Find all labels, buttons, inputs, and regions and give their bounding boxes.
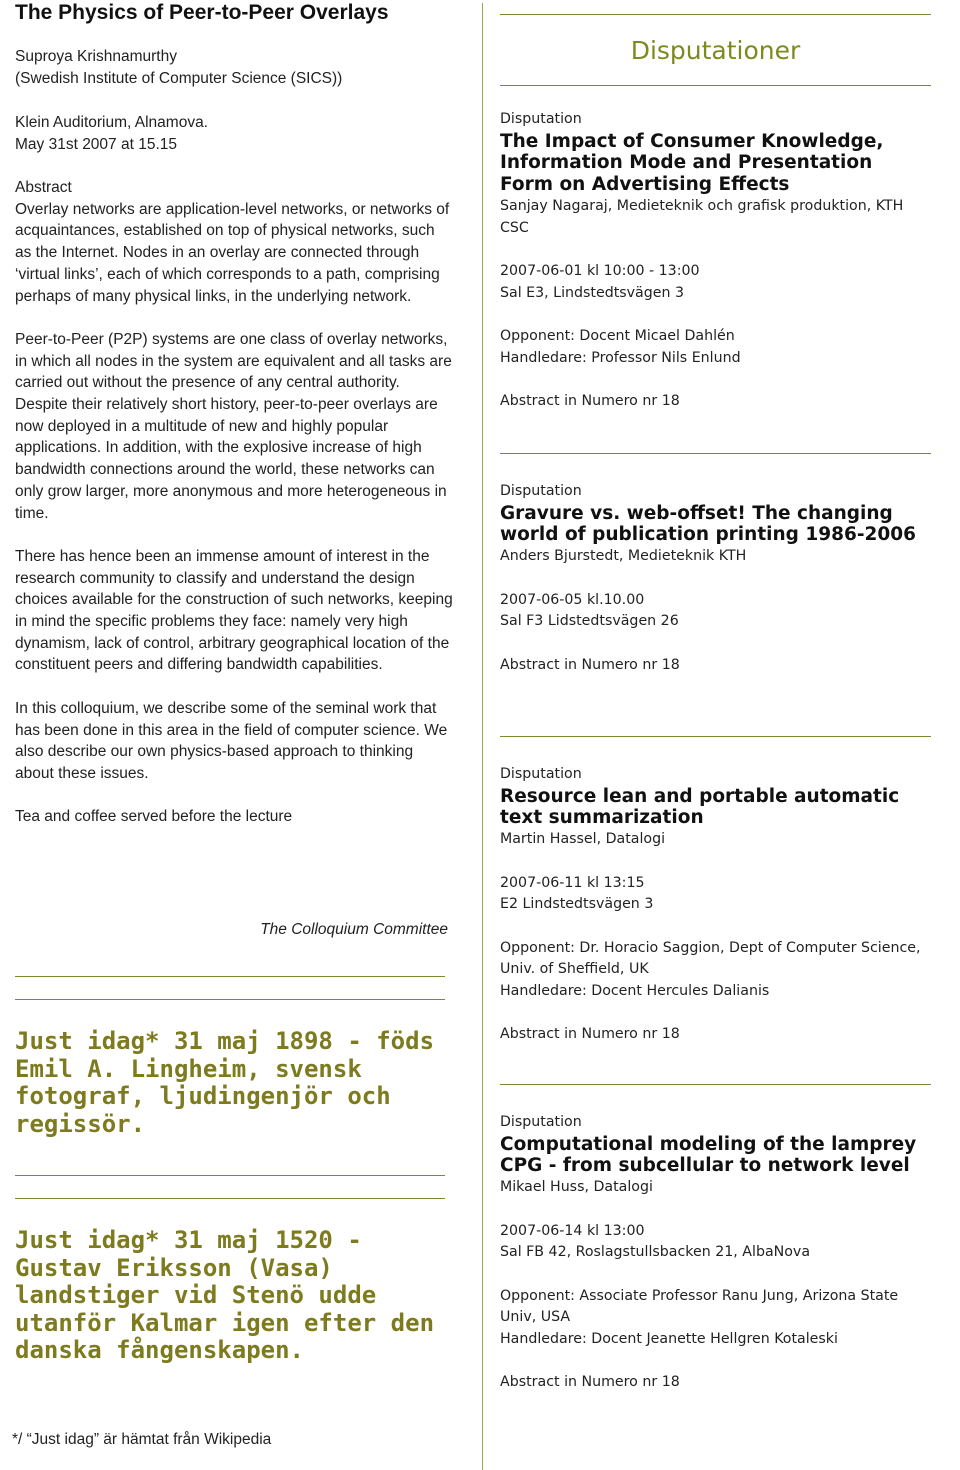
disputation-opponent: Opponent: Dr. Horacio Saggion, Dept of Computer Science, Univ. of Sheffield, UK <box>500 939 921 978</box>
disputation-date: 2007-06-11 kl 13:15 <box>500 874 645 891</box>
disputation-date: 2007-06-01 kl 10:00 - 13:00 <box>500 262 700 279</box>
disputation-abstract-ref: Abstract in Numero nr 18 <box>500 1026 680 1043</box>
disputation-kicker: Disputation <box>500 111 582 127</box>
speaker-affiliation: (Swedish Institute of Computer Science (SICS)) <box>15 69 343 87</box>
disputation-author: Martin Hassel, Datalogi <box>500 831 666 848</box>
footnote: */ “Just idag” är hämtat från Wikipedia <box>12 1431 272 1448</box>
abstract-paragraph: In this colloquium, we describe some of the seminal work that has been done in this area in the field of computer science. We also describe our own physics-based approach to thinking about these issues. <box>15 699 448 782</box>
abstract-heading: Abstract <box>15 179 72 196</box>
abstract-paragraph: There has hence been an immense amount of interest in the research community to classify and understand the design choices available for the construction of such networks, keeping in mind the specific problems they face: namely very high dynamism, lack of control, arbitrary geographical location of the constituent peers and differing bandwidth capabilities. <box>15 547 453 674</box>
venue-room: Klein Auditorium, Alnamova. <box>15 114 208 131</box>
disputation-entry <box>500 1112 931 1394</box>
disputation-author: Anders Bjurstedt, Medieteknik KTH <box>500 548 747 565</box>
abstract-block <box>15 177 455 850</box>
disputation-place: E2 Lindstedtsvägen 3 <box>500 896 654 913</box>
divider-rule <box>500 1084 931 1085</box>
disputation-supervisor: Handledare: Docent Jeanette Hellgren Kotaleski <box>500 1331 838 1347</box>
venue-date: May 31st 2007 at 15.15 <box>15 135 178 153</box>
disputation-supervisor: Handledare: Docent Hercules Dalianis <box>500 983 770 999</box>
disputation-opponent: Opponent: Associate Professor Ranu Jung, Arizona State Univ, USA <box>500 1287 899 1326</box>
divider-rule <box>15 999 445 1000</box>
disputation-opponent: Opponent: Docent Micael Dahlén <box>500 328 735 344</box>
disputations-heading: Disputationer <box>630 36 801 65</box>
divider-rule <box>15 1175 445 1176</box>
divider-rule <box>500 14 931 15</box>
disputation-date: 2007-06-05 kl.10.00 <box>500 591 645 608</box>
disputation-author: Mikael Huss, Datalogi <box>500 1179 653 1196</box>
committee-signature: The Colloquium Committee <box>260 921 448 938</box>
disputation-supervisor: Handledare: Professor Nils Enlund <box>500 349 741 366</box>
divider-rule <box>500 85 931 86</box>
disputations-column <box>500 0 931 1470</box>
disputation-entry <box>500 109 931 413</box>
disputation-abstract-ref: Abstract in Numero nr 18 <box>500 656 680 673</box>
disputation-author: Sanjay Nagaraj, Medieteknik och grafisk produktion, KTH CSC <box>500 197 904 236</box>
disputation-place: Sal FB 42, Roslagstullsbacken 21, AlbaNova <box>500 1244 811 1261</box>
just-idag-feature-1: Just idag* 31 maj 1898 - föds Emil A. Lingheim, svensk fotograf, ljudingenjör och regissör. <box>15 1027 435 1138</box>
divider-rule <box>15 1198 445 1199</box>
disputation-abstract-ref: Abstract in Numero nr 18 <box>500 393 680 410</box>
disputation-title: The Impact of Consumer Knowledge, Information Mode and Presentation Form on Advertising Effects <box>500 130 884 196</box>
disputation-title: Gravure vs. web-offset! The changing world of publication printing 1986-2006 <box>500 502 917 546</box>
disputation-kicker: Disputation <box>500 483 582 499</box>
disputation-kicker: Disputation <box>500 766 582 782</box>
divider-rule <box>15 976 445 977</box>
abstract-paragraph: Overlay networks are application-level networks, or networks of acquaintances, established on top of physical networks, such as the Internet. Nodes in an overlay are connected through ‘virtual links’, each of which corresponds to a path, comprising perhaps of many physical links, in the underlying network. <box>15 200 450 305</box>
refreshments-note: Tea and coffee served before the lecture <box>15 808 293 826</box>
venue-block <box>15 112 455 155</box>
disputation-entry <box>500 481 931 676</box>
disputation-date: 2007-06-14 kl 13:00 <box>500 1222 645 1239</box>
divider-rule <box>500 736 931 737</box>
divider-rule <box>500 453 931 454</box>
disputation-title: Resource lean and portable automatic text summarization <box>500 785 900 829</box>
disputation-kicker: Disputation <box>500 1114 582 1130</box>
disputation-place: Sal E3, Lindstedtsvägen 3 <box>500 284 685 301</box>
abstract-paragraph: Peer-to-Peer (P2P) systems are one class of overlay networks, in which all nodes in the system are equivalent and all tasks are carried out without the presence of any central authority. Despite their relatively short history, peer-to-peer overlays are now deployed in a multitude of new and highly popular applications. In addition, with the explosive increase of high bandwidth connections around the world, these networks can only grow larger, more anonymous and more heterogeneous in time. <box>15 330 452 522</box>
speaker-block <box>15 46 455 89</box>
disputation-entry <box>500 764 931 1046</box>
disputation-place: Sal F3 Lidstedtsvägen 26 <box>500 613 679 630</box>
just-idag-feature-2: Just idag* 31 maj 1520 - Gustav Eriksson (Vasa) landstiger vid Stenö udde utanför Kalmar igen efter den danska fångenskapen. <box>15 1226 435 1364</box>
speaker-name: Suproya Krishnamurthy <box>15 48 177 65</box>
colloquium-column <box>15 0 455 1470</box>
colloquium-title: The Physics of Peer-to-Peer Overlays <box>15 1 389 24</box>
disputation-abstract-ref: Abstract in Numero nr 18 <box>500 1374 680 1391</box>
disputation-title: Computational modeling of the lamprey CPG - from subcellular to network level <box>500 1133 917 1177</box>
column-divider <box>482 3 483 1470</box>
